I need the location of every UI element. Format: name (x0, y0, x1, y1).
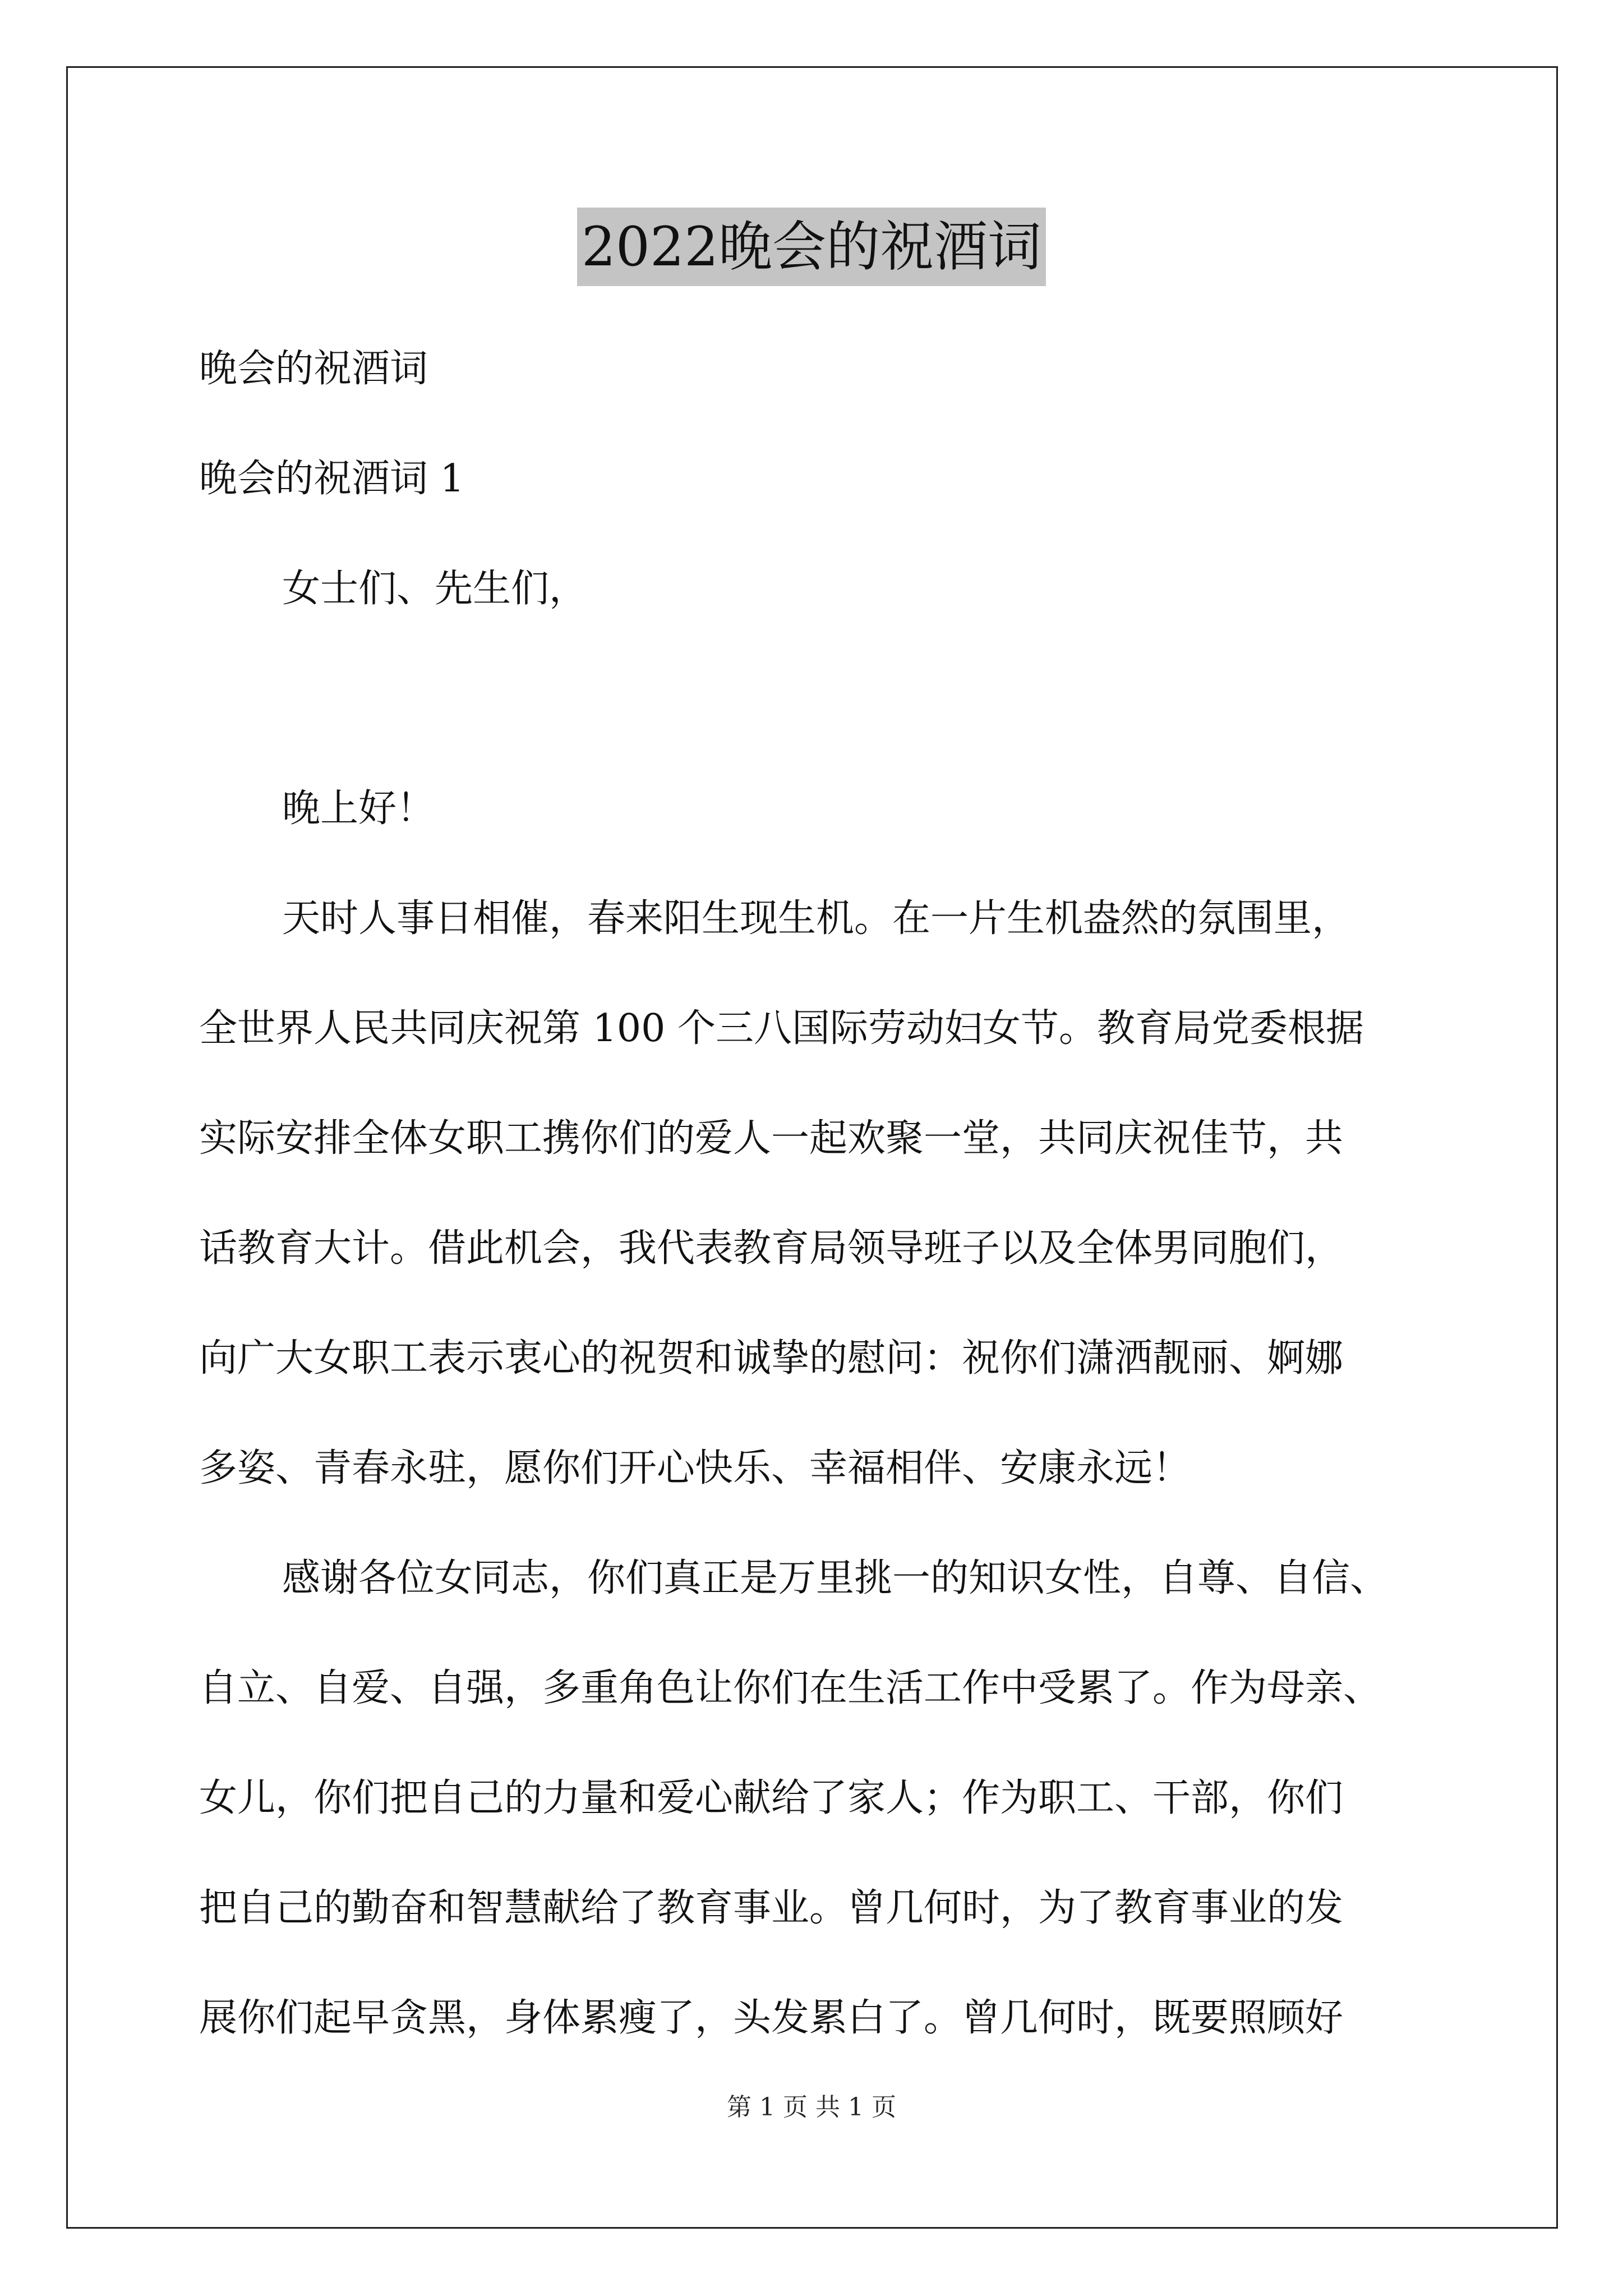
paragraph1-line-1: 天时人事日相催，春来阳生现生机。在一片生机盎然的氛围里， (282, 896, 1350, 941)
greeting: 晚上好！ (282, 786, 435, 831)
document-title (0, 208, 1623, 286)
paragraph2-line-2: 自立、自爱、自强，多重角色让你们在生活工作中受累了。作为母亲、 (199, 1666, 1382, 1710)
blank-line (199, 644, 1489, 754)
page-footer: 第 1 页 共 1 页 (727, 2093, 896, 2122)
section-heading: 晚会的祝酒词 1 (199, 457, 464, 501)
paragraph2-line-4: 把自己的勤奋和智慧献给了教育事业。曾几何时，为了教育事业的发 (199, 1886, 1344, 1930)
paragraph2-line-5: 展你们起早贪黑，身体累瘦了，头发累白了。曾几何时，既要照顾好 (199, 1996, 1344, 2040)
paragraph1-line-3: 实际安排全体女职工携你们的爱人一起欢聚一堂，共同庆祝佳节，共 (199, 1116, 1344, 1161)
subheading: 晚会的祝酒词 (199, 347, 428, 391)
paragraph2-line-1: 感谢各位女同志，你们真正是万里挑一的知识女性，自尊、自信、 (282, 1556, 1389, 1600)
document-title-text: 2022晚会的祝酒词 (577, 208, 1046, 286)
paragraph1-line-6: 多姿、青春永驻，愿你们开心快乐、幸福相伴、安康永远！ (199, 1446, 1191, 1490)
document-body (199, 314, 1489, 2073)
paragraph1-line-2: 全世界人民共同庆祝第 100 个三八国际劳动妇女节。教育局党委根据 (199, 1006, 1364, 1051)
paragraph1-line-4: 话教育大计。借此机会，我代表教育局领导班子以及全体男同胞们， (199, 1226, 1344, 1271)
paragraph2-line-3: 女儿，你们把自己的力量和爱心献给了家人；作为职工、干部，你们 (199, 1776, 1344, 1820)
salutation: 女士们、先生们， (282, 567, 588, 611)
paragraph1-line-5: 向广大女职工表示衷心的祝贺和诚挚的慰问：祝你们潇洒靓丽、婀娜 (199, 1336, 1344, 1381)
